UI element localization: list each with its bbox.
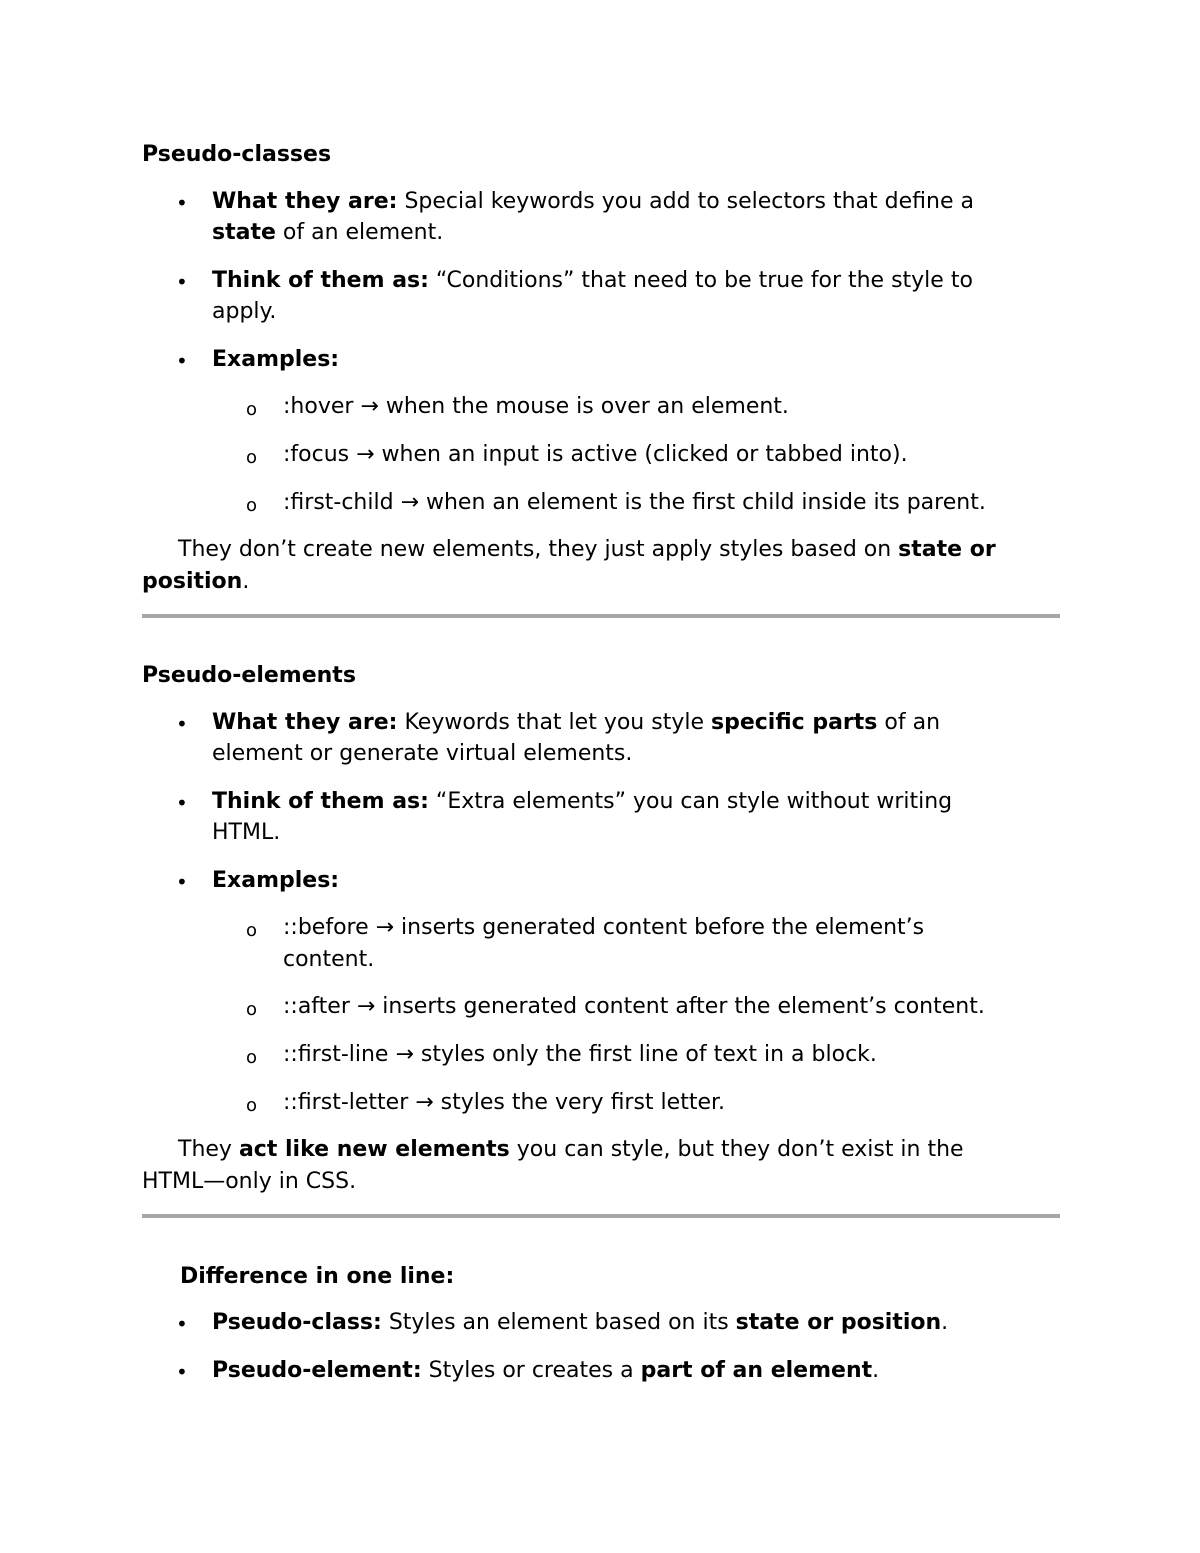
section-summary	[178, 537, 996, 563]
emphasis-text: specific parts	[710, 710, 878, 735]
list-item-continuation: element or generate virtual elements.	[212, 741, 633, 766]
section-heading-pseudo-elements: Pseudo-elements	[142, 663, 356, 688]
emphasis-text: position	[142, 569, 243, 594]
horizontal-divider	[142, 614, 1060, 618]
summary-text: They don’t create new elements, they just apply styles based on	[178, 537, 899, 562]
list-item-text: of an	[877, 710, 941, 735]
bullet-icon: •	[176, 870, 188, 894]
bullet-icon: •	[176, 791, 188, 815]
emphasis-text: state	[212, 220, 276, 245]
list-item-label: What they are:	[212, 710, 398, 735]
list-item-text: of an element.	[275, 220, 444, 245]
list-item-continuation: apply.	[212, 299, 277, 324]
example-hover: :hover → when the mouse is over an element.	[283, 394, 789, 419]
list-item-label: Think of them as:	[212, 268, 429, 293]
example-before: ::before → inserts generated content before the element’s	[283, 915, 925, 940]
bullet-icon: •	[176, 270, 188, 294]
sub-bullet-icon: o	[246, 920, 258, 941]
section-summary-continuation	[142, 569, 249, 595]
bullet-icon: •	[176, 191, 188, 215]
list-item-text: “Extra elements” you can style without writing	[428, 789, 953, 814]
sub-bullet-icon: o	[246, 399, 258, 420]
list-item-what-they-are	[212, 710, 940, 736]
bullet-icon: •	[176, 349, 188, 373]
bullet-icon: •	[176, 1312, 188, 1336]
sub-bullet-icon: o	[246, 1095, 258, 1116]
section-heading-pseudo-classes: Pseudo-classes	[142, 142, 332, 167]
horizontal-divider	[142, 1214, 1060, 1218]
list-item-think-of-them	[212, 268, 973, 294]
sub-bullet-icon: o	[246, 447, 258, 468]
list-item-text: .	[941, 1310, 949, 1335]
section-heading-difference: Difference in one line:	[180, 1264, 455, 1289]
emphasis-text: act like new elements	[238, 1137, 510, 1162]
list-item-continuation	[212, 220, 443, 246]
emphasis-text: state or position	[735, 1310, 942, 1335]
list-item-continuation: HTML.	[212, 820, 281, 845]
bullet-icon: •	[176, 1360, 188, 1384]
list-item-text: Special keywords you add to selectors that define a	[397, 189, 974, 214]
list-item-label: Pseudo-class:	[212, 1310, 382, 1335]
list-item-label: Pseudo-element:	[212, 1358, 422, 1383]
example-first-line: ::first-line → styles only the first line of text in a block.	[283, 1042, 877, 1067]
list-item-text: Styles or creates a	[421, 1358, 641, 1383]
sub-bullet-icon: o	[246, 1047, 258, 1068]
list-item-pseudo-element	[212, 1358, 879, 1384]
list-item-examples: Examples:	[212, 868, 340, 893]
list-item-text: “Conditions” that need to be true for the style to	[428, 268, 973, 293]
list-item-text: Keywords that let you style	[397, 710, 711, 735]
example-after: ::after → inserts generated content after the element’s content.	[283, 994, 985, 1019]
emphasis-text: state or	[898, 537, 996, 562]
list-item-label: What they are:	[212, 189, 398, 214]
list-item-pseudo-class	[212, 1310, 948, 1336]
list-item-think-of-them	[212, 789, 952, 815]
bullet-icon: •	[176, 712, 188, 736]
summary-text: you can style, but they don’t exist in the	[509, 1137, 964, 1162]
example-before-continuation: content.	[283, 947, 375, 972]
list-item-text: .	[872, 1358, 880, 1383]
example-first-letter: ::first-letter → styles the very first letter.	[283, 1090, 726, 1115]
example-first-child: :first-child → when an element is the first child inside its parent.	[283, 490, 986, 515]
list-item-text: Styles an element based on its	[381, 1310, 736, 1335]
section-summary	[178, 1137, 964, 1163]
summary-text: .	[242, 569, 250, 594]
sub-bullet-icon: o	[246, 495, 258, 516]
summary-text: They	[178, 1137, 239, 1162]
list-item-what-they-are	[212, 189, 974, 215]
list-item-examples: Examples:	[212, 347, 340, 372]
list-item-label: Think of them as:	[212, 789, 429, 814]
emphasis-text: part of an element	[640, 1358, 873, 1383]
sub-bullet-icon: o	[246, 999, 258, 1020]
example-focus: :focus → when an input is active (clicked or tabbed into).	[283, 442, 908, 467]
section-summary-continuation: HTML—only in CSS.	[142, 1169, 357, 1194]
